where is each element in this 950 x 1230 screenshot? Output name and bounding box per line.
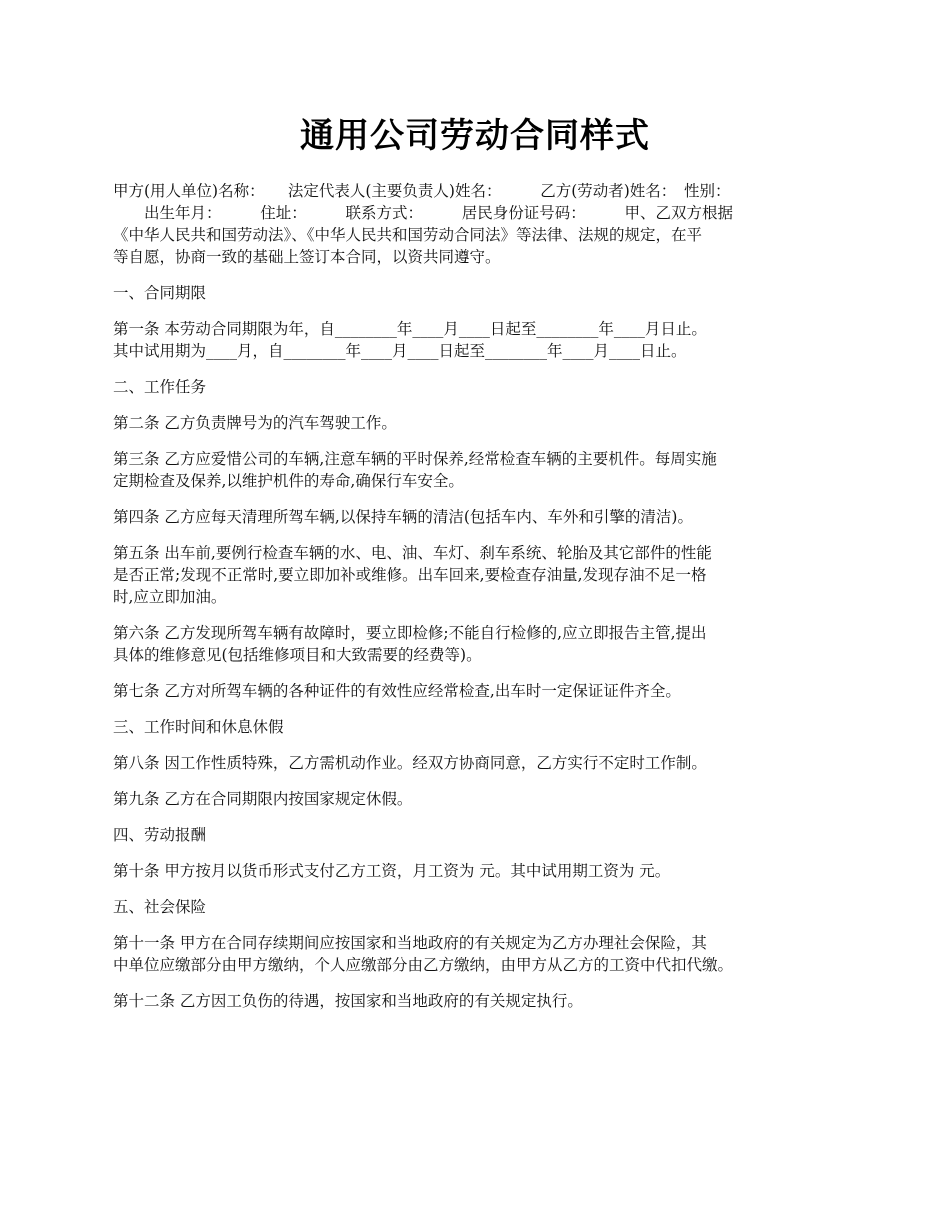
heading-text: 五、社会保险 [113,898,207,916]
section-heading [113,716,858,738]
clause-line: 第三条 乙方应爱惜公司的车辆,注意车辆的平时保养,经常检查车辆的主要机件。每周实施 [113,450,717,468]
clause-3 [113,448,858,492]
section-heading [113,824,858,846]
clause-line: 第一条 本劳动合同期限为年，自________年____月____日起至________年____月日止。 [113,320,707,338]
clause-10 [113,860,858,882]
section-heading [113,376,858,398]
clause-line: 第八条 因工作性质特殊，乙方需机动作业。经双方协商同意，乙方实行不定时工作制。 [113,754,707,772]
clause-line: 具体的维修意见(包括维修项目和大致需要的经费等)。 [113,646,482,664]
clause-line: 中单位应缴部分由甲方缴纳，个人应缴部分由乙方缴纳，由甲方从乙方的工资中代扣代缴。 [113,956,734,974]
clause-11 [113,932,858,976]
clause-12 [113,990,858,1012]
clause-1 [113,318,858,362]
clause-line: 其中试用期为____月，自________年____月____日起至________年____月____日止。 [113,342,687,360]
heading-text: 一、合同期限 [113,284,207,302]
clause-8 [113,752,858,774]
clause-line: 是否正常;发现不正常时,要立即加补或维修。出车回来,要检查存油量,发现存油不足一格 [113,566,707,584]
heading-text: 二、工作任务 [113,378,207,396]
clause-line: 第二条 乙方负责牌号为的汽车驾驶工作。 [113,414,397,432]
intro-line: 出生年月： 住址： 联系方式： 居民身份证号码： 甲、乙双方根据 [113,204,734,222]
document-title: 通用公司劳动合同样式 [300,116,650,156]
clause-line: 定期检查及保养,以维护机件的寿命,确保行车安全。 [113,472,464,490]
section-heading [113,282,858,304]
clause-line: 第十一条 甲方在合同存续期间应按国家和当地政府的有关规定为乙方办理社会保险，其 [113,934,707,952]
intro-line: 甲方(用人单位)名称： 法定代表人(主要负责人)姓名： 乙方(劳动者)姓名： 性别： [113,182,731,200]
clause-4 [113,506,858,528]
clause-line: 时,应立即加油。 [113,588,227,606]
clause-6 [113,622,858,666]
clause-line: 第九条 乙方在合同期限内按国家规定休假。 [113,790,413,808]
clause-line: 第四条 乙方应每天清理所驾车辆,以保持车辆的清洁(包括车内、车外和引擎的清洁)。 [113,508,693,526]
clause-5 [113,542,858,608]
section-heading [113,896,858,918]
intro-paragraph [113,180,858,268]
clause-line: 第五条 出车前,要例行检查车辆的水、电、油、车灯、刹车系统、轮胎及其它部件的性能 [113,544,712,562]
clause-line: 第六条 乙方发现所驾车辆有故障时，要立即检修;不能自行检修的,应立即报告主管,提出 [113,624,707,642]
heading-text: 四、劳动报酬 [113,826,207,844]
clause-2 [113,412,858,434]
intro-line: 《中华人民共和国劳动法》、《中华人民共和国劳动合同法》等法律、法规的规定，在平 [113,226,703,244]
clause-line: 第十二条 乙方因工负伤的待遇，按国家和当地政府的有关规定执行。 [113,992,583,1010]
clause-line: 第七条 乙方对所驾车辆的各种证件的有效性应经常检查,出车时一定保证证件齐全。 [113,682,681,700]
clause-9 [113,788,858,810]
heading-text: 三、工作时间和休息休假 [113,718,284,736]
intro-line: 等自愿，协商一致的基础上签订本合同，以资共同遵守。 [113,248,501,266]
clause-7 [113,680,858,702]
clause-line: 第十条 甲方按月以货币形式支付乙方工资，月工资为 元。其中试用期工资为 元。 [113,862,671,880]
document-body [113,180,858,1026]
